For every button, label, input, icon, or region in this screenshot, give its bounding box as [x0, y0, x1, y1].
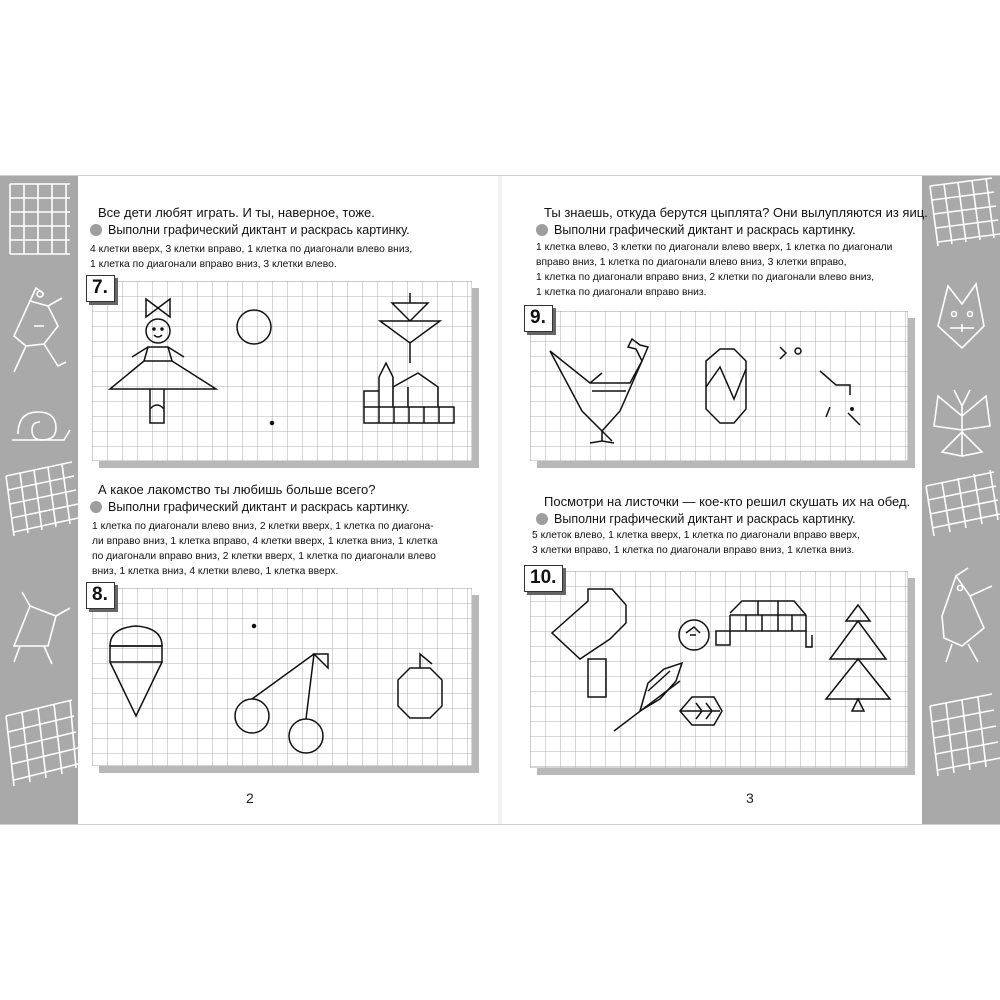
fox-icon [938, 284, 984, 348]
left-decorative-border [0, 176, 78, 824]
task-label: Выполни графический диктант и раскрась картинку. [554, 512, 856, 526]
page-number: 3 [746, 790, 754, 806]
dictation-text [92, 519, 438, 579]
dictation-line: 1 клетка по диагонали вправо вниз, 3 клетки влево. [90, 259, 337, 270]
right-decorative-border [922, 176, 1000, 824]
task-label: Выполни графический диктант и раскрась картинку. [108, 500, 410, 514]
task-instruction [536, 511, 856, 528]
dictation-line: 1 клетка влево, 3 клетки по диагонали влево вверх, 1 клетка по диагонали [536, 242, 893, 253]
task-instruction [90, 499, 410, 516]
drawing-grid-8 [92, 584, 472, 766]
task-label: Выполни графический диктант и раскрась картинку. [554, 223, 856, 237]
dictation-text [532, 528, 860, 558]
exercise-number: 9. [524, 305, 553, 332]
grid-icon [930, 178, 1000, 246]
bullet-dot-icon [90, 224, 102, 236]
grid-icon [6, 462, 78, 536]
dictation-line: вправо вниз, 1 клетка по диагонали влево вниз, 3 клетки вправо, [536, 257, 847, 268]
bird-icon [14, 592, 70, 664]
workbook-spread [0, 175, 1000, 825]
dictation-line: 5 клеток влево, 1 клетка вверх, 1 клетка по диагонали вправо вверх, [532, 530, 860, 541]
drawing-grid-9 [530, 307, 908, 461]
task-instruction [90, 222, 410, 239]
grid-icon [930, 694, 1000, 776]
grid-icon [6, 700, 78, 786]
dictation-line: 4 клетки вверх, 3 клетки вправо, 1 клетка по диагонали влево вниз, [90, 244, 413, 255]
right-page [502, 176, 928, 824]
page-number: 2 [246, 790, 254, 806]
dictation-line: ли вправо вниз, 1 клетка вправо, 4 клетки вверх, 1 клетка вниз, 1 клетка [92, 536, 438, 547]
intro-text: Все дети любят играть. И ты, наверное, тоже. [98, 205, 375, 220]
left-page [78, 176, 498, 824]
frog-icon [14, 288, 66, 372]
task-instruction [536, 222, 856, 239]
drawing-grid-7 [92, 277, 472, 461]
exercise-number: 7. [86, 275, 115, 302]
exercise-number: 8. [86, 582, 115, 609]
bullet-dot-icon [536, 224, 548, 236]
dictation-line: вниз, 1 клетка вниз, 4 клетки влево, 1 клетка вверх. [92, 566, 339, 577]
grid-icon [926, 470, 1000, 536]
dictation-line: 1 клетка по диагонали вправо вниз, 2 клетки по диагонали влево вниз, [536, 272, 875, 283]
snail-icon [12, 412, 70, 440]
intro-text: Ты знаешь, откуда берутся цыплята? Они вылупляются из яиц. [544, 205, 928, 220]
dictation-line: 3 клетки вправо, 1 клетка по диагонали вправо вниз, 1 клетка вниз. [532, 545, 855, 556]
drawing-grid-10 [530, 567, 908, 768]
bullet-dot-icon [90, 501, 102, 513]
grid-icon [10, 184, 70, 254]
dictation-text [90, 242, 412, 272]
bullet-dot-icon [536, 513, 548, 525]
intro-text: А какое лакомство ты любишь больше всего? [98, 482, 376, 497]
bird-icon [942, 568, 992, 662]
dictation-line: 1 клетка по диагонали вправо вниз. [536, 287, 707, 298]
dictation-text [536, 240, 892, 300]
intro-text: Посмотри на листочки — кое-кто решил скушать их на обед. [544, 494, 911, 509]
dictation-line: 1 клетка по диагонали влево вниз, 2 клетки вверх, 1 клетка по диагона- [92, 521, 434, 532]
exercise-number: 10. [524, 565, 563, 592]
task-label: Выполни графический диктант и раскрась картинку. [108, 223, 410, 237]
dictation-line: по диагонали вправо вниз, 2 клетки вверх, 1 клетка по диагонали влево [92, 551, 436, 562]
butterfly-icon [934, 390, 990, 456]
